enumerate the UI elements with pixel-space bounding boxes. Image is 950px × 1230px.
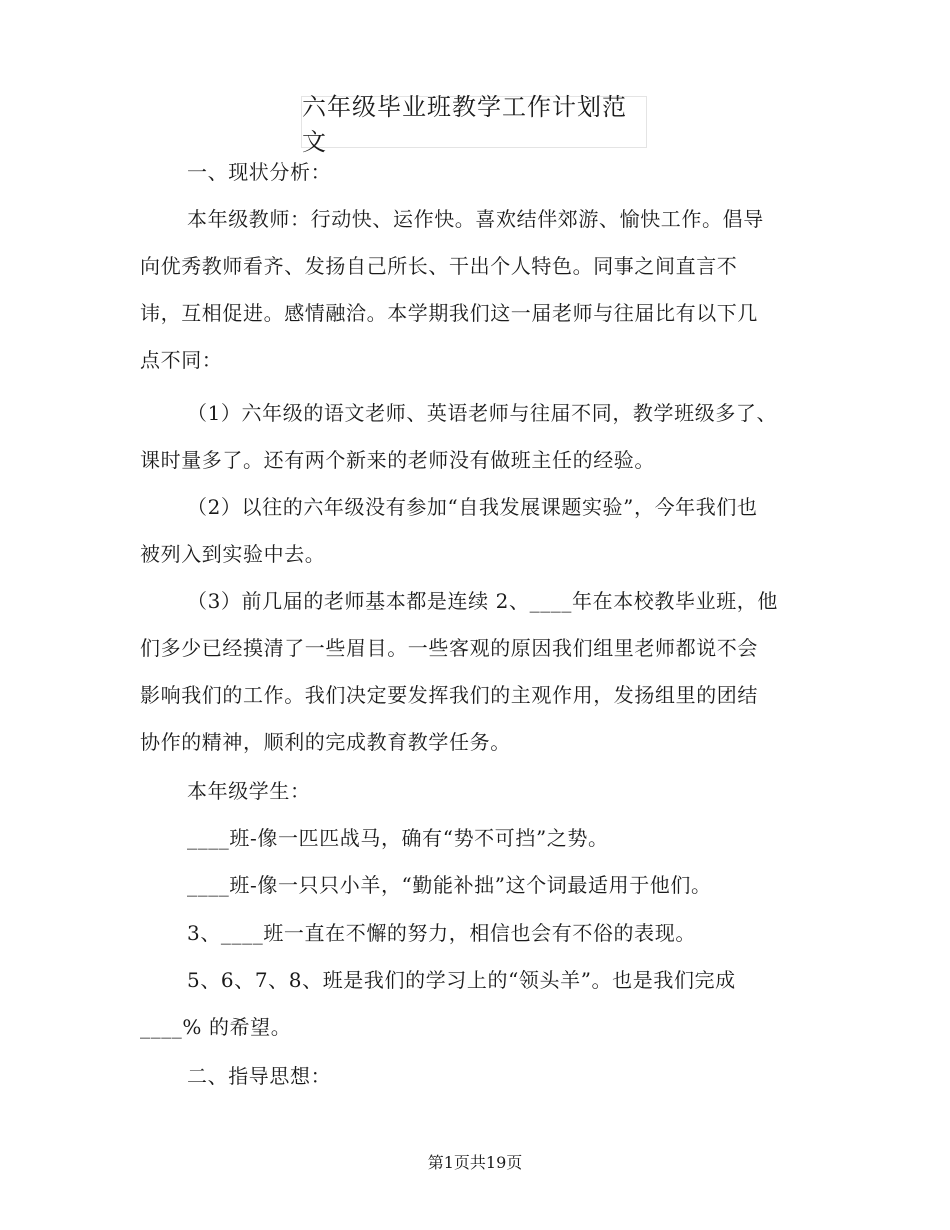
section-heading-guidance (187, 1053, 857, 1100)
paragraph-point-1 (140, 390, 810, 484)
student-line-3 (187, 910, 857, 957)
text-line: 向优秀教师看齐、发扬自己所长、干出个人特色。同事之间直言不 (140, 254, 738, 278)
page-number-label: 第1页共19页 (427, 1153, 523, 1172)
document-title (301, 93, 647, 156)
section-heading-status (187, 149, 857, 196)
text-line: 讳，互相促进。感情融洽。本学期我们这一届老师与往届比有以下几 (140, 301, 758, 325)
text-line: （1）六年级的语文老师、英语老师与往届不同，教学班级多了、 (187, 401, 778, 425)
student-line-2 (187, 862, 857, 909)
text-line: 协作的精神，顺利的完成教育教学任务。 (140, 730, 511, 754)
text-line: ____% 的希望。 (140, 1015, 292, 1039)
text-line: 一、现状分析： (187, 160, 332, 184)
text-line: 们多少已经摸清了一些眉目。一些客观的原因我们组里老师都说不会 (140, 636, 758, 660)
text-line: （3）前几届的老师基本都是连续 2、____年在本校教毕业班，他 (187, 589, 779, 613)
paragraph-point-3 (140, 578, 810, 766)
paragraph-teachers (140, 196, 810, 384)
subheading-students (187, 768, 857, 815)
text-line: 5、6、7、8、班是我们的学习上的“领头羊”。也是我们完成 (187, 968, 736, 992)
document-title-text: 六年级毕业班教学工作计划范文 (302, 93, 627, 156)
text-line: 本年级学生： (187, 779, 311, 803)
text-line: 二、指导思想： (187, 1064, 332, 1088)
page-footer (0, 1150, 950, 1173)
paragraph-point-2 (140, 484, 810, 578)
text-line: 3、____班一直在不懈的努力，相信也会有不俗的表现。 (187, 921, 696, 945)
text-line: ____班-像一只只小羊，“勤能补拙”这个词最适用于他们。 (187, 873, 712, 897)
student-line-4 (140, 957, 810, 1051)
text-line: （2）以往的六年级没有参加“自我发展课题实验”，今年我们也 (187, 495, 758, 519)
text-line: ____班-像一匹匹战马，确有“势不可挡”之势。 (187, 826, 609, 850)
text-line: 点不同： (140, 348, 223, 372)
student-line-1 (187, 815, 857, 862)
text-line: 课时量多了。还有两个新来的老师没有做班主任的经验。 (140, 448, 655, 472)
text-line: 被列入到实验中去。 (140, 542, 326, 566)
text-line: 影响我们的工作。我们决定要发挥我们的主观作用，发扬组里的团结 (140, 683, 758, 707)
text-line: 本年级教师：行动快、运作快。喜欢结伴郊游、愉快工作。倡导 (187, 207, 764, 231)
